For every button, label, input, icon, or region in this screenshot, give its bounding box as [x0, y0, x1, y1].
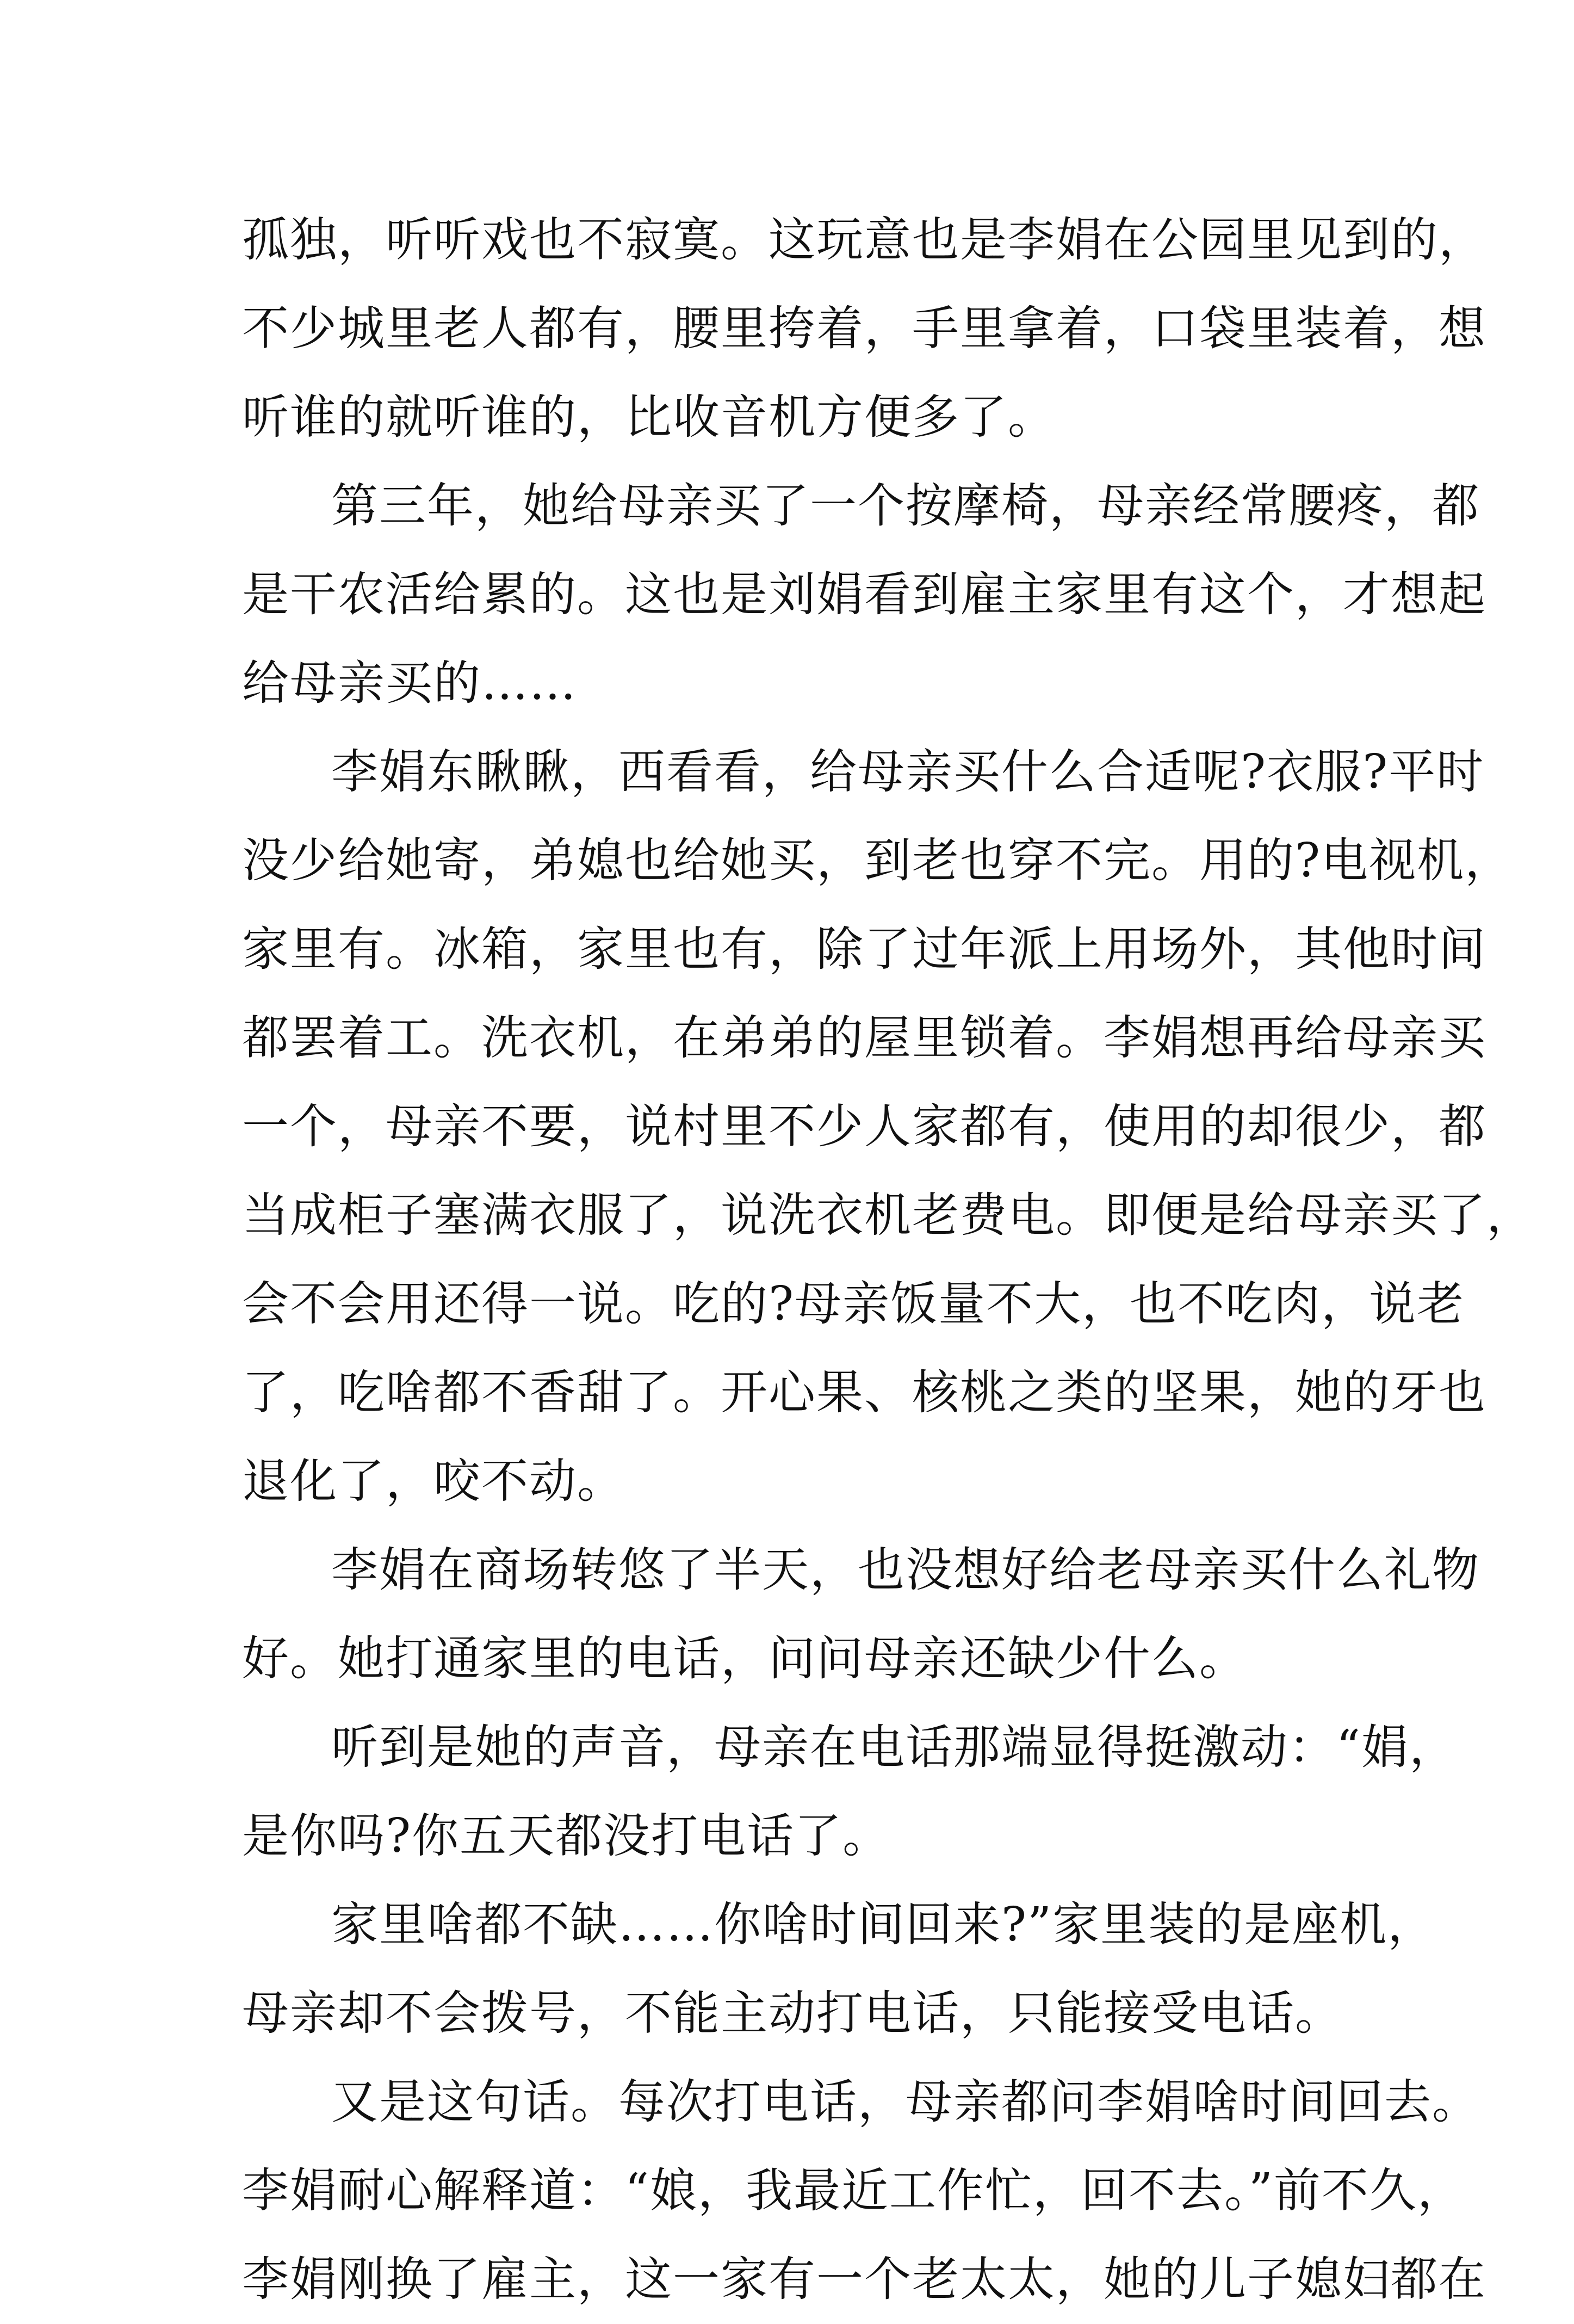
text-line: 听谁的就听谁的，比收音机方便多了。	[242, 390, 1056, 444]
text-line: 不少城里老人都有，腰里挎着，手里拿着，口袋里装着，想	[242, 301, 1486, 356]
body-text	[242, 196, 1534, 2324]
text-line: 一个，母亲不要，说村里不少人家都有，使用的却很少，都	[242, 1099, 1486, 1154]
text-line: 都罢着工。洗衣机，在弟弟的屋里锁着。李娟想再给母亲买	[242, 1011, 1486, 1065]
text-line: 给母亲买的……	[242, 656, 577, 710]
text-line: 又是这句话。每次打电话，母亲都问李娟啥时间回去。	[331, 2075, 1480, 2129]
text-line: 家里有。冰箱，家里也有，除了过年派上用场外，其他时间	[242, 922, 1486, 976]
text-line: 是干农活给累的。这也是刘娟看到雇主家里有这个，才想起	[242, 567, 1486, 622]
text-line: 母亲却不会拨号，不能主动打电话，只能接受电话。	[242, 1986, 1343, 2041]
text-line: 李娟东瞅瞅，西看看，给母亲买什么合适呢?衣服?平时	[331, 745, 1485, 799]
text-line: 没少给她寄，弟媳也给她买，到老也穿不完。用的?电视机，	[242, 833, 1513, 888]
text-line: 会不会用还得一说。吃的?母亲饭量不大，也不吃肉，说老	[242, 1277, 1465, 1331]
text-line: 了，吃啥都不香甜了。开心果、核桃之类的坚果，她的牙也	[242, 1365, 1486, 1420]
text-line: 当成柜子塞满衣服了，说洗衣机老费电。即便是给母亲买了，	[242, 1188, 1534, 1243]
text-line: 第三年，她给母亲买了一个按摩椅，母亲经常腰疼，都	[331, 479, 1480, 533]
text-line: 家里啥都不缺……你啥时间回来?”家里装的是座机，	[331, 1897, 1436, 1952]
text-line: 听到是她的声音，母亲在电话那端显得挺激动：“娟，	[331, 1720, 1457, 1775]
text-line: 李娟刚换了雇主，这一家有一个老太太，她的儿子媳妇都在	[242, 2252, 1486, 2307]
text-line: 是你吗?你五天都没打电话了。	[242, 1809, 891, 1863]
text-line: 李娟耐心解释道：“娘，我最近工作忙，回不去。”前不久，	[242, 2164, 1465, 2218]
text-line: 退化了，咬不动。	[242, 1454, 625, 1509]
text-line: 孤独，听听戏也不寂寞。这玩意也是李娟在公园里见到的，	[242, 213, 1486, 267]
text-line: 李娟在商场转悠了半天，也没想好给老母亲买什么礼物	[331, 1543, 1480, 1597]
text-line: 好。她打通家里的电话，问问母亲还缺少什么。	[242, 1631, 1247, 1686]
